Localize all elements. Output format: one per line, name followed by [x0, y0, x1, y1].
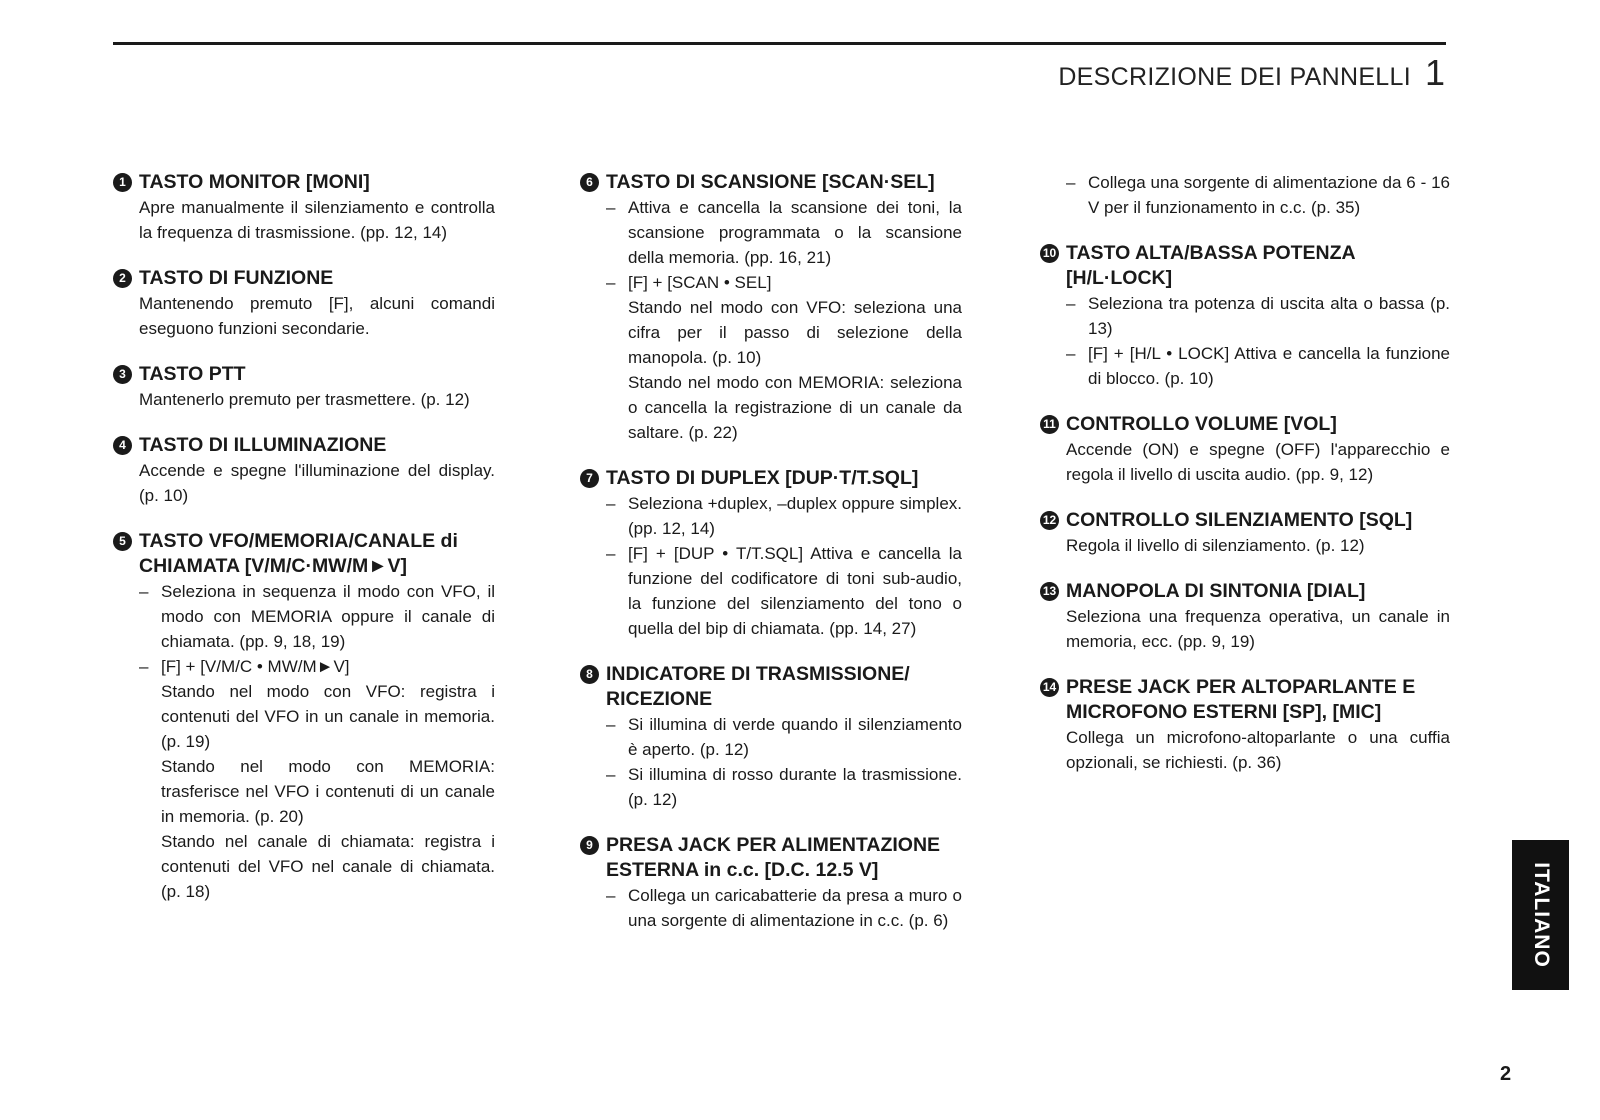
list-item-paragraph: Stando nel canale di chiamata: registra i contenuti del VFO nel canale di chiamata. (p. 18) [161, 832, 495, 901]
section-heading [113, 266, 495, 291]
section-paragraph: Collega un microfono-altoparlante o una cuffia opzionali, se richiesti. (p. 36) [1066, 728, 1450, 772]
section [113, 529, 495, 904]
list-item-paragraph: [F] + [H/L • LOCK] Attiva e cancella la funzione di blocco. (p. 10) [1088, 344, 1450, 388]
section-heading [1040, 412, 1450, 437]
section-title [139, 170, 495, 195]
section [1040, 579, 1450, 654]
chapter-number: 1 [1424, 52, 1445, 93]
list-dash: – [606, 715, 616, 734]
section-title [139, 362, 495, 387]
top-rule [113, 42, 1446, 45]
list-item [606, 712, 962, 762]
list-dash: – [1066, 173, 1076, 192]
list-item-paragraph: [F] + [V/M/C • MW/M►V] [161, 657, 350, 676]
section-number-badge: 7 [580, 469, 599, 488]
list-dash: – [606, 886, 616, 905]
list-item [606, 270, 962, 445]
section [113, 266, 495, 341]
section-body [113, 291, 495, 341]
list-item-paragraph: Stando nel modo con MEMORIA: seleziona o cancella la registrazione di un canale da saltare. (p. 22) [628, 373, 962, 442]
section-title [606, 833, 962, 883]
list-item-text [1088, 341, 1450, 391]
section-title-line: CONTROLLO VOLUME [VOL] [1066, 413, 1337, 435]
list-dash: – [139, 582, 149, 601]
section-title-line: TASTO DI DUPLEX [DUP·T/T.SQL] [606, 467, 919, 489]
list-item-text [628, 883, 962, 933]
section [1040, 508, 1450, 558]
section-paragraph: Regola il livello di silenziamento. (p. 12) [1066, 536, 1365, 555]
section-number-badge: 2 [113, 269, 132, 288]
list-item-text [628, 762, 962, 812]
list-item-paragraph: Si illumina di rosso durante la trasmissione. (p. 12) [628, 765, 962, 809]
list-item-text [161, 579, 495, 654]
language-tab-label: ITALIANO [1529, 862, 1553, 968]
section-paragraph: Apre manualmente il silenziamento e controlla la frequenza di trasmissione. (pp. 12, 14) [139, 198, 495, 242]
section-number-badge: 6 [580, 173, 599, 192]
section-number-badge: 10 [1040, 244, 1059, 263]
list-item [606, 195, 962, 270]
section-heading [1040, 241, 1450, 291]
column-1 [113, 170, 495, 925]
list-item-paragraph: Attiva e cancella la scansione dei toni, la scansione programmata o la scansione della memoria. (pp. 16, 21) [628, 198, 962, 267]
section-title-line: INDICATORE DI TRASMISSIONE/ [606, 663, 910, 685]
list-item [606, 762, 962, 812]
section-paragraph: Accende (ON) e spegne (OFF) l'apparecchio e regola il livello di uscita audio. (pp. 9, 12) [1066, 440, 1450, 484]
section-number-badge: 4 [113, 436, 132, 455]
section-title-line: ESTERNA in c.c. [D.C. 12.5 V] [606, 859, 879, 881]
section-title-line: CONTROLLO SILENZIAMENTO [SQL] [1066, 509, 1413, 531]
list-item-paragraph: Stando nel modo con MEMORIA: trasferisce nel VFO i contenuti di un canale in memoria. (p. 20) [161, 757, 495, 826]
section-number-badge: 5 [113, 532, 132, 551]
section-title-line: TASTO PTT [139, 363, 246, 385]
list-item [1066, 291, 1450, 341]
section-paragraph: Mantenendo premuto [F], alcuni comandi eseguono funzioni secondarie. [139, 294, 495, 338]
list-item-paragraph: Stando nel modo con VFO: seleziona una cifra per il passo di selezione della manopola. (p. 10) [628, 298, 962, 367]
section [580, 170, 962, 445]
section-title [1066, 675, 1450, 725]
section [1040, 412, 1450, 487]
list-dash: – [1066, 294, 1076, 313]
list-dash: – [606, 765, 616, 784]
list-item-paragraph: Si illumina di verde quando il silenziamento è aperto. (p. 12) [628, 715, 962, 759]
section-title [139, 266, 495, 291]
section-title-line: TASTO DI ILLUMINAZIONE [139, 434, 387, 456]
list-item [1066, 170, 1450, 220]
section-body [1040, 604, 1450, 654]
section [113, 170, 495, 245]
section [580, 833, 962, 933]
section-title-line: TASTO VFO/MEMORIA/CANALE di [139, 530, 458, 552]
section-body [580, 883, 962, 933]
list-item [139, 579, 495, 654]
section-body [1040, 291, 1450, 391]
section-heading [580, 466, 962, 491]
section-paragraph: Mantenerlo premuto per trasmettere. (p. 12) [139, 390, 470, 409]
list-item-paragraph: Stando nel modo con VFO: registra i contenuti del VFO in un canale in memoria. (p. 19) [161, 682, 495, 751]
list-item-text [161, 654, 495, 904]
list-dash: – [1066, 344, 1076, 363]
section [580, 662, 962, 812]
list-item-paragraph: [F] + [SCAN • SEL] [628, 273, 772, 292]
list-item-text [1088, 291, 1450, 341]
list-item-text [628, 491, 962, 541]
section-title [1066, 579, 1450, 604]
section-title-line: MANOPOLA DI SINTONIA [DIAL] [1066, 580, 1366, 602]
list-item-paragraph: [F] + [DUP • T/T.SQL] Attiva e cancella la funzione del codificatore di toni sub-audio, la funzione del silenziamento del tono o quella del bip di chiamata. (pp. 14, 27) [628, 544, 962, 638]
section-title-line: TASTO MONITOR [MONI] [139, 171, 370, 193]
list-item-text [628, 195, 962, 270]
list-item-paragraph: Collega una sorgente di alimentazione da 6 - 16 V per il funzionamento in c.c. (p. 35) [1088, 173, 1450, 217]
section-title [606, 662, 962, 712]
section-heading [1040, 579, 1450, 604]
section-title-line: RICEZIONE [606, 688, 713, 710]
list-item-paragraph: Seleziona in sequenza il modo con VFO, il modo con MEMORIA oppure il canale di chiamata. (pp. 9, 18, 19) [161, 582, 495, 651]
page-number: 2 [1500, 1063, 1512, 1085]
list-dash: – [606, 198, 616, 217]
section-heading [580, 833, 962, 883]
section [1040, 675, 1450, 775]
section-paragraph: Accende e spegne l'illuminazione del display. (p. 10) [139, 461, 495, 505]
section-number-badge: 12 [1040, 511, 1059, 530]
list-item-paragraph: Seleziona tra potenza di uscita alta o bassa (p. 13) [1088, 294, 1450, 338]
list-dash: – [606, 544, 616, 563]
section-title [139, 529, 495, 579]
section-heading [580, 662, 962, 712]
section-title [1066, 508, 1450, 533]
section-number-badge: 11 [1040, 415, 1059, 434]
list-dash: – [606, 273, 616, 292]
page-header [1058, 52, 1445, 94]
section-body [580, 195, 962, 445]
list-item-paragraph: Seleziona +duplex, –duplex oppure simplex. (pp. 12, 14) [628, 494, 962, 538]
list-item [1066, 341, 1450, 391]
section-body [580, 712, 962, 812]
section-heading [113, 170, 495, 195]
section-title-line: TASTO ALTA/BASSA POTENZA [1066, 242, 1356, 264]
list-item [606, 883, 962, 933]
list-item-text [1088, 170, 1450, 220]
section-title-line: PRESE JACK PER ALTOPARLANTE E [1066, 676, 1416, 698]
section-body [1040, 170, 1450, 220]
section-title [139, 433, 495, 458]
section-heading [580, 170, 962, 195]
section-title-line: PRESA JACK PER ALIMENTAZIONE [606, 834, 941, 856]
list-item [606, 491, 962, 541]
section [1040, 170, 1450, 220]
section-title-line: TASTO DI SCANSIONE [SCAN·SEL] [606, 171, 935, 193]
section-number-badge: 9 [580, 836, 599, 855]
section-number-badge: 1 [113, 173, 132, 192]
section-body [113, 195, 495, 245]
header-title: DESCRIZIONE DEI PANNELLI [1058, 63, 1411, 91]
section [113, 362, 495, 412]
section-heading [1040, 675, 1450, 725]
column-2 [580, 170, 962, 954]
section-body [1040, 725, 1450, 775]
section-heading [113, 529, 495, 579]
section-title-line: CHIAMATA [V/M/C·MW/M►V] [139, 555, 408, 577]
list-item-paragraph: Collega un caricabatterie da presa a muro o una sorgente di alimentazione in c.c. (p. 6) [628, 886, 962, 930]
section-number-badge: 3 [113, 365, 132, 384]
section-number-badge: 14 [1040, 678, 1059, 697]
section-body [113, 458, 495, 508]
language-tab [1512, 840, 1569, 990]
section-title [1066, 241, 1450, 291]
column-3 [1040, 170, 1450, 796]
section-heading [1040, 508, 1450, 533]
section-heading [113, 433, 495, 458]
section-body [113, 387, 495, 412]
section-paragraph: Seleziona una frequenza operativa, un canale in memoria, ecc. (pp. 9, 19) [1066, 607, 1450, 651]
section-title-line: TASTO DI FUNZIONE [139, 267, 334, 289]
list-dash: – [139, 657, 149, 676]
section [113, 433, 495, 508]
section-heading [113, 362, 495, 387]
section-title [606, 170, 962, 195]
section-number-badge: 13 [1040, 582, 1059, 601]
section-body [1040, 533, 1450, 558]
section-title-line: [H/L·LOCK] [1066, 267, 1173, 289]
list-item-text [628, 712, 962, 762]
list-item-text [628, 270, 962, 445]
section [580, 466, 962, 641]
section-body [580, 491, 962, 641]
list-item [139, 654, 495, 904]
section [1040, 241, 1450, 391]
section-body [1040, 437, 1450, 487]
section-number-badge: 8 [580, 665, 599, 684]
list-item [606, 541, 962, 641]
section-body [113, 579, 495, 904]
section-title [1066, 412, 1450, 437]
list-item-text [628, 541, 962, 641]
list-dash: – [606, 494, 616, 513]
section-title [606, 466, 962, 491]
section-title-line: MICROFONO ESTERNI [SP], [MIC] [1066, 701, 1382, 723]
